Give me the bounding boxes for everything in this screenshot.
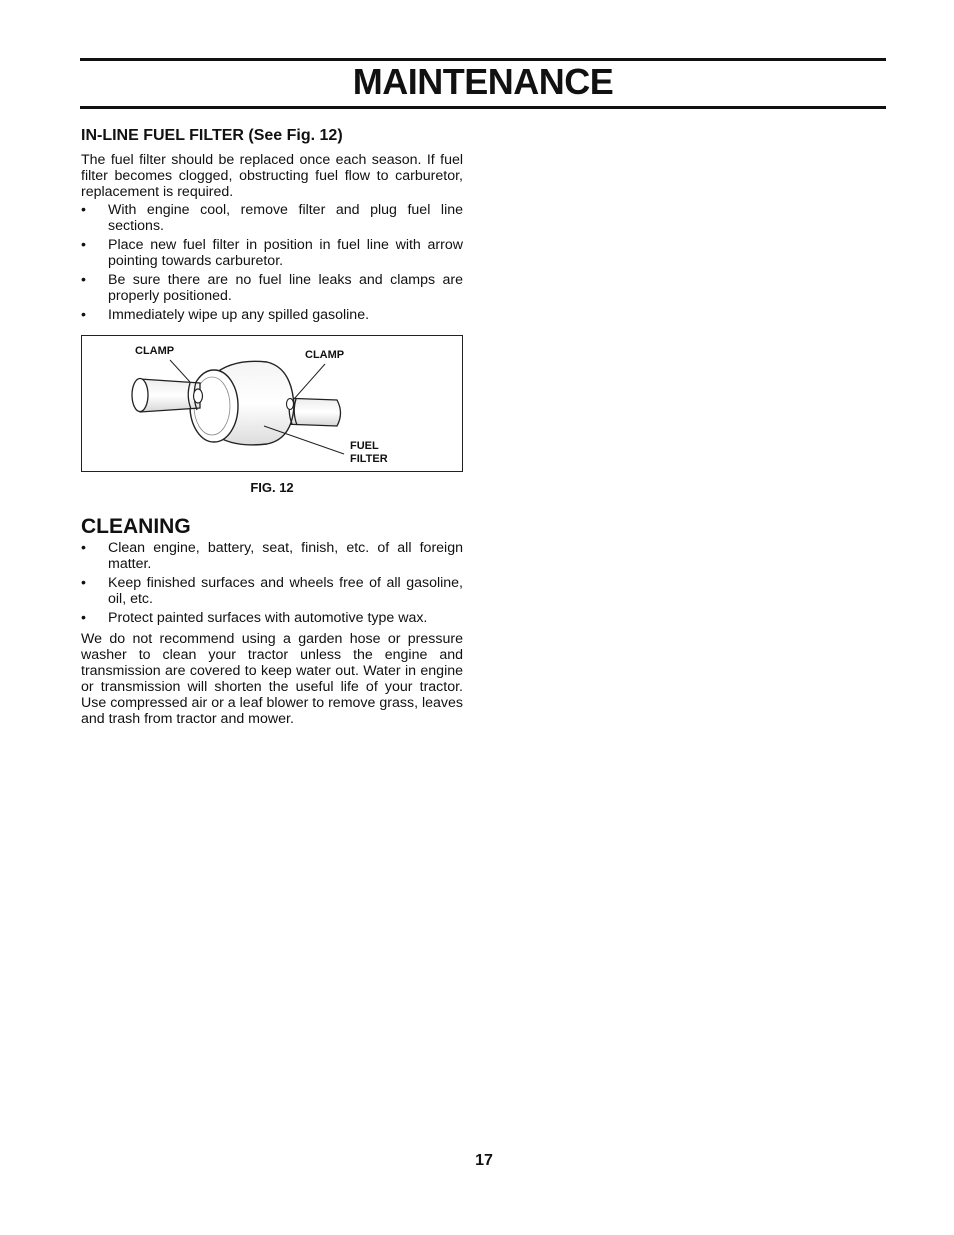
fuel-filter-steps	[81, 202, 463, 323]
fuel-filter-figure	[81, 335, 463, 472]
list-item: • Clean engine, battery, seat, finish, etc. of all foreign matter.	[81, 540, 463, 572]
cleaning-paragraph: We do not recommend using a garden hose or pressure washer to clean your tractor unless the engine and transmission are covered to keep water out. Water in engine or transmission will shorten the useful life of your tractor. Use compressed air or a leaf blower to remove grass, leaves and trash from tractor and mower.	[81, 631, 463, 727]
list-item: • Be sure there are no fuel line leaks and clamps are properly positioned.	[81, 272, 463, 304]
label-clamp-left: CLAMP	[135, 345, 175, 357]
figure-caption: FIG. 12	[250, 480, 294, 495]
list-item: • Keep finished surfaces and wheels free of all gasoline, oil, etc.	[81, 575, 463, 607]
cleaning-section	[81, 515, 463, 727]
label-clamp-right: CLAMP	[305, 349, 345, 361]
list-item: • Immediately wipe up any spilled gasoline.	[81, 307, 370, 323]
fuel-filter-intro: The fuel filter should be replaced once each season. If fuel filter becomes clogged, obstructing fuel flow to carburetor, replacement is required.	[81, 152, 463, 200]
fuel-filter-section	[81, 126, 463, 326]
label-fuel: FUEL	[350, 440, 379, 452]
leader-clamp-left	[170, 360, 190, 382]
cleaning-steps	[81, 540, 463, 626]
list-item: • With engine cool, remove filter and plug fuel line sections.	[81, 202, 463, 234]
leader-clamp-right	[294, 364, 325, 399]
list-item: • Place new fuel filter in position in fuel line with arrow pointing towards carburetor.	[81, 237, 463, 269]
title-underline	[80, 106, 886, 109]
cleaning-heading: CLEANING	[81, 515, 191, 538]
page-number: 17	[475, 1152, 493, 1169]
fuel-filter-heading: IN-LINE FUEL FILTER (See Fig. 12)	[81, 127, 343, 144]
page-title: MAINTENANCE	[352, 61, 614, 102]
list-item: • Protect painted surfaces with automotive type wax.	[81, 610, 428, 626]
label-filter: FILTER	[350, 453, 388, 465]
